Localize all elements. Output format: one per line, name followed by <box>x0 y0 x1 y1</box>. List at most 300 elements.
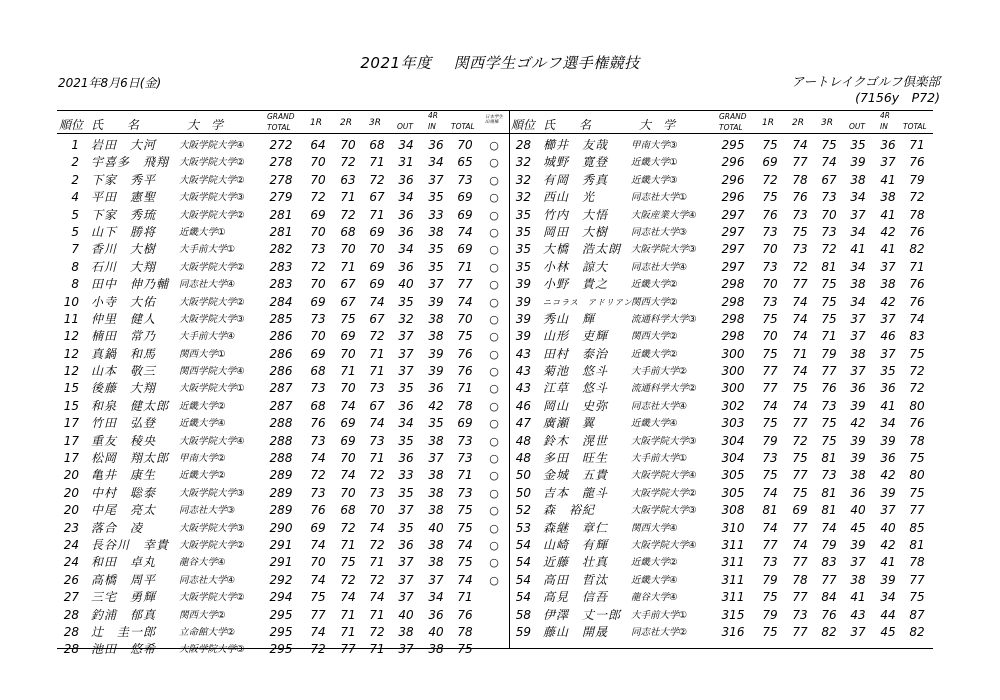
qualify-mark: ○ <box>489 139 499 152</box>
cell-r2: 74 <box>792 329 808 344</box>
cell-total: 75 <box>457 555 473 570</box>
cell-r2: 77 <box>792 520 808 535</box>
cell-rank: 5 <box>71 207 79 222</box>
cell-grand: 285 <box>269 311 293 326</box>
cell-total: 74 <box>457 572 473 587</box>
cell-name: 長谷川 幸貴 <box>91 537 170 552</box>
cell-univ: 流通科学大学② <box>631 383 697 395</box>
cell-rank: 39 <box>515 329 531 344</box>
cell-r1: 68 <box>310 364 326 379</box>
cell-name: 釣浦 郁真 <box>91 607 157 622</box>
cell-r1: 70 <box>310 277 326 292</box>
cell-r3: 67 <box>369 398 385 413</box>
cell-total: 70 <box>457 311 473 326</box>
cell-r3: 73 <box>369 433 385 448</box>
cell-name: 小野 貴之 <box>543 277 609 292</box>
cell-total: 73 <box>457 433 473 448</box>
cell-r1: 69 <box>310 207 326 222</box>
cell-r2: 74 <box>340 590 356 605</box>
cell-total: 76 <box>909 416 925 431</box>
table-row <box>57 276 509 293</box>
cell-rank: 54 <box>515 590 531 605</box>
cell-in: 44 <box>880 607 896 622</box>
cell-univ: 甲南大学③ <box>631 140 678 151</box>
cell-rank: 50 <box>515 485 531 500</box>
cell-out: 35 <box>850 138 866 152</box>
cell-out: 34 <box>850 190 866 205</box>
cell-r2: 76 <box>792 190 808 205</box>
cell-rank: 54 <box>515 555 531 570</box>
cell-name: 金城 五貴 <box>543 468 609 483</box>
cell-out: 38 <box>850 468 866 483</box>
results-right-half <box>509 111 933 648</box>
cell-r2: 69 <box>340 433 356 448</box>
table-row <box>509 189 933 206</box>
cell-rank: 17 <box>63 433 79 448</box>
cell-in: 39 <box>428 346 444 361</box>
cell-r3: 75 <box>821 311 837 326</box>
cell-grand: 294 <box>269 590 293 605</box>
cell-r2: 63 <box>340 172 356 187</box>
cell-total: 74 <box>457 224 473 239</box>
title-year: 2021年度 <box>360 54 432 72</box>
cell-name: 大橋 浩太朗 <box>543 242 622 257</box>
cell-name: 田中 伸乃輔 <box>91 277 170 292</box>
cell-univ: 大手前大学④ <box>179 331 236 343</box>
cell-r1: 69 <box>762 155 778 170</box>
cell-total: 69 <box>457 207 473 222</box>
cell-in: 38 <box>880 277 896 292</box>
table-row <box>57 554 509 571</box>
col-univ: 大 学 <box>187 118 224 132</box>
cell-total: 69 <box>457 242 473 257</box>
cell-name: 宇喜多 飛翔 <box>91 155 170 170</box>
cell-rank: 17 <box>63 451 79 466</box>
table-row <box>57 641 509 658</box>
cell-grand: 297 <box>721 259 745 274</box>
cell-r2: 70 <box>340 381 356 396</box>
cell-in: 37 <box>880 346 896 361</box>
cell-name: 岡山 史弥 <box>543 398 609 413</box>
venue-name: アートレイクゴルフ倶楽部 <box>791 74 940 89</box>
cell-r2: 72 <box>340 207 356 222</box>
cell-total: 76 <box>457 607 473 622</box>
table-row <box>57 572 509 589</box>
cell-r2: 77 <box>792 624 808 639</box>
cell-r1: 70 <box>310 555 326 570</box>
cell-rank: 35 <box>515 242 531 257</box>
cell-r2: 68 <box>340 503 356 518</box>
cell-r2: 70 <box>340 451 356 466</box>
cell-r1: 75 <box>762 624 778 639</box>
cell-r3: 73 <box>821 190 837 205</box>
table-row <box>57 363 509 380</box>
col-grand: GRAND <box>267 112 295 121</box>
cell-r1: 70 <box>762 277 778 292</box>
cell-rank: 15 <box>63 381 79 396</box>
cell-in: 36 <box>880 138 896 152</box>
cell-in: 36 <box>428 381 444 396</box>
cell-r3: 81 <box>821 259 837 274</box>
cell-total: 79 <box>909 172 925 187</box>
cell-r2: 71 <box>340 624 356 639</box>
cell-total: 75 <box>457 503 473 518</box>
cell-r1: 75 <box>762 468 778 483</box>
cell-r3: 67 <box>369 190 385 205</box>
table-row <box>57 328 509 345</box>
qualify-mark: ○ <box>489 173 499 187</box>
cell-out: 41 <box>850 590 866 605</box>
cell-r2: 74 <box>792 364 808 379</box>
cell-rank: 39 <box>515 311 531 326</box>
cell-rank: 47 <box>515 416 531 431</box>
cell-r3: 77 <box>821 364 837 379</box>
cell-univ: 大阪学院大学② <box>179 157 245 169</box>
cell-in: 37 <box>880 259 896 274</box>
cell-rank: 8 <box>71 277 79 292</box>
col-1r: 1R <box>310 118 322 128</box>
cell-out: 37 <box>398 346 414 361</box>
cell-name: 鈴木 滉世 <box>543 433 609 448</box>
cell-univ: 大阪学院大学④ <box>179 140 245 151</box>
table-header-right <box>509 111 933 134</box>
cell-rank: 46 <box>515 398 531 413</box>
cell-name: 廣瀬 翼 <box>543 416 596 431</box>
cell-out: 34 <box>398 242 414 257</box>
cell-total: 72 <box>909 364 925 379</box>
cell-r3: 74 <box>369 520 385 535</box>
table-row <box>509 467 933 484</box>
cell-in: 38 <box>428 329 444 344</box>
cell-r1: 79 <box>762 572 778 587</box>
cell-r3: 77 <box>821 572 837 587</box>
cell-univ: 近畿大学④ <box>631 574 678 586</box>
cell-grand: 298 <box>721 329 745 344</box>
cell-name: 秀山 輝 <box>543 311 596 326</box>
cell-univ: 近畿大学④ <box>179 418 226 430</box>
cell-r3: 73 <box>369 381 385 396</box>
table-row <box>509 572 933 589</box>
cell-total: 75 <box>909 590 925 605</box>
cell-total: 82 <box>909 242 925 257</box>
cell-r2: 75 <box>340 555 356 570</box>
cell-univ: 大手前大学① <box>631 609 688 621</box>
table-row <box>57 346 509 363</box>
qualify-mark: ○ <box>489 452 499 466</box>
cell-r3: 70 <box>369 503 385 518</box>
cell-univ: 近畿大学② <box>179 470 226 482</box>
cell-univ: 大阪学院大学④ <box>631 539 697 551</box>
cell-r1: 72 <box>310 190 326 205</box>
cell-out: 34 <box>398 138 414 152</box>
cell-r3: 72 <box>369 572 385 587</box>
cell-grand: 296 <box>721 155 745 170</box>
cell-grand: 297 <box>721 242 745 257</box>
cell-r2: 75 <box>792 485 808 500</box>
cell-rank: 59 <box>515 624 531 639</box>
cell-name: 下家 秀琉 <box>91 207 157 222</box>
cell-out: 35 <box>398 294 414 309</box>
cell-r1: 73 <box>310 485 326 500</box>
cell-r2: 72 <box>340 520 356 535</box>
cell-r3: 75 <box>821 433 837 448</box>
cell-out: 37 <box>398 642 414 657</box>
col-total: TOTAL <box>903 122 927 131</box>
cell-r1: 75 <box>310 590 326 605</box>
table-row <box>57 467 509 484</box>
cell-r3: 72 <box>369 329 385 344</box>
cell-r1: 75 <box>762 138 778 152</box>
cell-out: 37 <box>398 364 414 379</box>
table-row <box>509 537 933 554</box>
col-1r: 1R <box>762 118 774 128</box>
cell-r3: 74 <box>369 590 385 605</box>
cell-r2: 67 <box>340 294 356 309</box>
cell-r3: 76 <box>821 607 837 622</box>
table-row <box>57 520 509 537</box>
cell-rank: 20 <box>63 485 79 500</box>
cell-in: 41 <box>880 555 896 570</box>
table-row <box>57 224 509 241</box>
cell-total: 74 <box>909 311 925 326</box>
table-row <box>509 607 933 624</box>
cell-in: 35 <box>428 416 444 431</box>
cell-out: 38 <box>850 172 866 187</box>
cell-r2: 78 <box>792 572 808 587</box>
cell-grand: 298 <box>721 311 745 326</box>
cell-total: 75 <box>909 485 925 500</box>
cell-r1: 74 <box>762 398 778 413</box>
qualify-mark: ○ <box>489 347 499 361</box>
cell-r1: 72 <box>310 642 326 657</box>
cell-rank: 12 <box>63 364 79 379</box>
cell-grand: 289 <box>269 503 293 518</box>
cell-total: 85 <box>909 520 925 535</box>
qualify-mark: ○ <box>489 434 499 448</box>
cell-r3: 79 <box>821 346 837 361</box>
cell-r1: 81 <box>762 503 778 518</box>
cell-total: 72 <box>909 381 925 396</box>
cell-in: 42 <box>428 398 444 413</box>
cell-r3: 74 <box>821 520 837 535</box>
cell-univ: 近畿大学② <box>631 557 678 569</box>
cell-out: 37 <box>398 503 414 518</box>
cell-in: 37 <box>428 451 444 466</box>
cell-grand: 305 <box>721 485 745 500</box>
col-note-line2: 出場権 <box>485 120 499 125</box>
cell-out: 39 <box>850 433 866 448</box>
cell-rank: 23 <box>63 520 79 535</box>
event-date: 2021年8月6日(金) <box>58 76 162 90</box>
cell-univ: 近畿大学② <box>631 348 678 360</box>
cell-name: 山形 吏輝 <box>543 329 609 344</box>
cell-r2: 67 <box>340 277 356 292</box>
table-row <box>57 537 509 554</box>
cell-out: 40 <box>850 503 866 518</box>
cell-univ: 同志社大学④ <box>179 574 236 586</box>
cell-total: 75 <box>457 520 473 535</box>
cell-grand: 303 <box>721 416 745 431</box>
cell-in: 41 <box>880 398 896 413</box>
cell-name: 真鍋 和馬 <box>91 346 157 361</box>
table-row <box>509 415 933 432</box>
cell-univ: 関西大学④ <box>631 522 678 534</box>
table-row <box>57 502 509 519</box>
cell-total: 78 <box>909 555 925 570</box>
cell-grand: 300 <box>721 346 745 361</box>
cell-total: 75 <box>457 329 473 344</box>
cell-total: 81 <box>909 537 925 552</box>
cell-total: 78 <box>457 624 473 639</box>
qualify-mark: ○ <box>489 208 499 222</box>
cell-total: 72 <box>909 190 925 205</box>
table-row <box>509 485 933 502</box>
col-4r: 4R <box>428 111 438 120</box>
cell-rank: 28 <box>63 642 79 657</box>
table-row <box>57 259 509 276</box>
cell-name: 有岡 秀真 <box>543 172 609 187</box>
cell-out: 41 <box>850 242 866 257</box>
cell-out: 40 <box>398 607 414 622</box>
cell-in: 34 <box>428 590 444 605</box>
cell-name: 山本 敬三 <box>91 364 157 379</box>
cell-r1: 70 <box>310 172 326 187</box>
cell-univ: 大阪学院大学③ <box>631 505 697 517</box>
cell-in: 37 <box>880 503 896 518</box>
cell-univ: 関西大学② <box>631 296 678 308</box>
table-row <box>509 241 933 258</box>
cell-rank: 12 <box>63 329 79 344</box>
cell-name: 竹田 弘登 <box>91 416 157 431</box>
cell-r2: 71 <box>340 190 356 205</box>
cell-r3: 70 <box>821 207 837 222</box>
cell-r2: 75 <box>340 311 356 326</box>
table-row <box>509 172 933 189</box>
table-row <box>57 607 509 624</box>
col-in: IN <box>880 122 888 131</box>
cell-univ: 大阪学院大学③ <box>179 644 245 656</box>
table-row <box>509 294 933 311</box>
cell-univ: 大阪学院大学④ <box>179 435 245 447</box>
cell-univ: 関西大学② <box>631 331 678 343</box>
cell-grand: 288 <box>269 451 293 466</box>
cell-univ: 大阪学院大学② <box>179 296 245 308</box>
cell-total: 73 <box>457 451 473 466</box>
cell-out: 43 <box>850 607 866 622</box>
cell-total: 76 <box>909 277 925 292</box>
cell-grand: 281 <box>269 224 293 239</box>
cell-r3: 71 <box>369 642 385 657</box>
cell-out: 37 <box>398 572 414 587</box>
table-row <box>57 485 509 502</box>
cell-total: 71 <box>457 590 473 605</box>
cell-out: 39 <box>850 155 866 170</box>
cell-name: 高橋 周平 <box>91 572 157 587</box>
cell-out: 36 <box>398 451 414 466</box>
cell-name: 岩田 大河 <box>91 138 157 152</box>
table-row <box>509 224 933 241</box>
cell-r1: 74 <box>310 624 326 639</box>
cell-in: 38 <box>428 311 444 326</box>
cell-r2: 77 <box>340 642 356 657</box>
cell-r3: 72 <box>821 242 837 257</box>
table-row <box>509 328 933 345</box>
cell-r2: 77 <box>792 555 808 570</box>
cell-r2: 73 <box>792 207 808 222</box>
cell-r2: 74 <box>792 311 808 326</box>
cell-grand: 288 <box>269 433 293 448</box>
cell-univ: 近畿大学④ <box>631 418 678 430</box>
cell-out: 31 <box>398 155 414 170</box>
qualify-mark: ○ <box>489 243 499 257</box>
cell-total: 75 <box>457 642 473 657</box>
cell-total: 80 <box>909 398 925 413</box>
cell-out: 35 <box>398 433 414 448</box>
cell-in: 35 <box>428 190 444 205</box>
cell-r2: 69 <box>792 503 808 518</box>
cell-grand: 304 <box>721 451 745 466</box>
cell-rank: 5 <box>71 224 79 239</box>
cell-out: 36 <box>398 398 414 413</box>
table-row <box>509 259 933 276</box>
cell-r2: 74 <box>792 398 808 413</box>
cell-name: 森 裕紀 <box>543 503 596 518</box>
cell-r3: 83 <box>821 555 837 570</box>
title-event: 関西学生ゴルフ選手権競技 <box>453 54 640 72</box>
cell-grand: 302 <box>721 398 745 413</box>
cell-out: 34 <box>850 224 866 239</box>
cell-name: 高見 信吾 <box>543 590 609 605</box>
cell-name: 多田 旺生 <box>543 451 609 466</box>
col-rank: 順位 <box>511 118 536 132</box>
cell-r1: 77 <box>762 381 778 396</box>
results-table <box>57 110 933 657</box>
cell-univ: 大阪学院大学④ <box>631 470 697 482</box>
cell-name: 下家 秀平 <box>91 172 157 187</box>
cell-univ: 大阪学院大学③ <box>179 487 245 499</box>
cell-grand: 286 <box>269 346 293 361</box>
cell-in: 42 <box>880 468 896 483</box>
cell-rank: 52 <box>515 503 531 518</box>
col-3r: 3R <box>369 118 381 128</box>
cell-rank: 2 <box>71 155 79 170</box>
cell-univ: 関西大学② <box>179 609 226 621</box>
table-row <box>509 363 933 380</box>
cell-grand: 283 <box>269 259 293 274</box>
col-total: TOTAL <box>451 122 475 131</box>
qualify-mark: ○ <box>489 225 499 239</box>
qualify-mark: ○ <box>489 330 499 344</box>
cell-name: 小寺 大佑 <box>91 294 157 309</box>
table-row <box>57 311 509 328</box>
cell-rank: 43 <box>515 381 531 396</box>
cell-rank: 35 <box>515 207 531 222</box>
cell-in: 37 <box>428 172 444 187</box>
cell-r1: 73 <box>762 555 778 570</box>
cell-r1: 72 <box>310 468 326 483</box>
cell-in: 34 <box>428 155 444 170</box>
cell-rank: 2 <box>71 172 79 187</box>
cell-rank: 32 <box>515 190 531 205</box>
cell-grand: 283 <box>269 277 293 292</box>
cell-total: 71 <box>457 381 473 396</box>
cell-univ: 大阪学院大学① <box>179 383 245 395</box>
qualify-mark: ○ <box>489 486 499 500</box>
cell-out: 36 <box>398 207 414 222</box>
venue-detail: (7156y P72) <box>855 90 940 105</box>
cell-r2: 70 <box>340 485 356 500</box>
cell-name: 森継 章仁 <box>543 520 609 535</box>
